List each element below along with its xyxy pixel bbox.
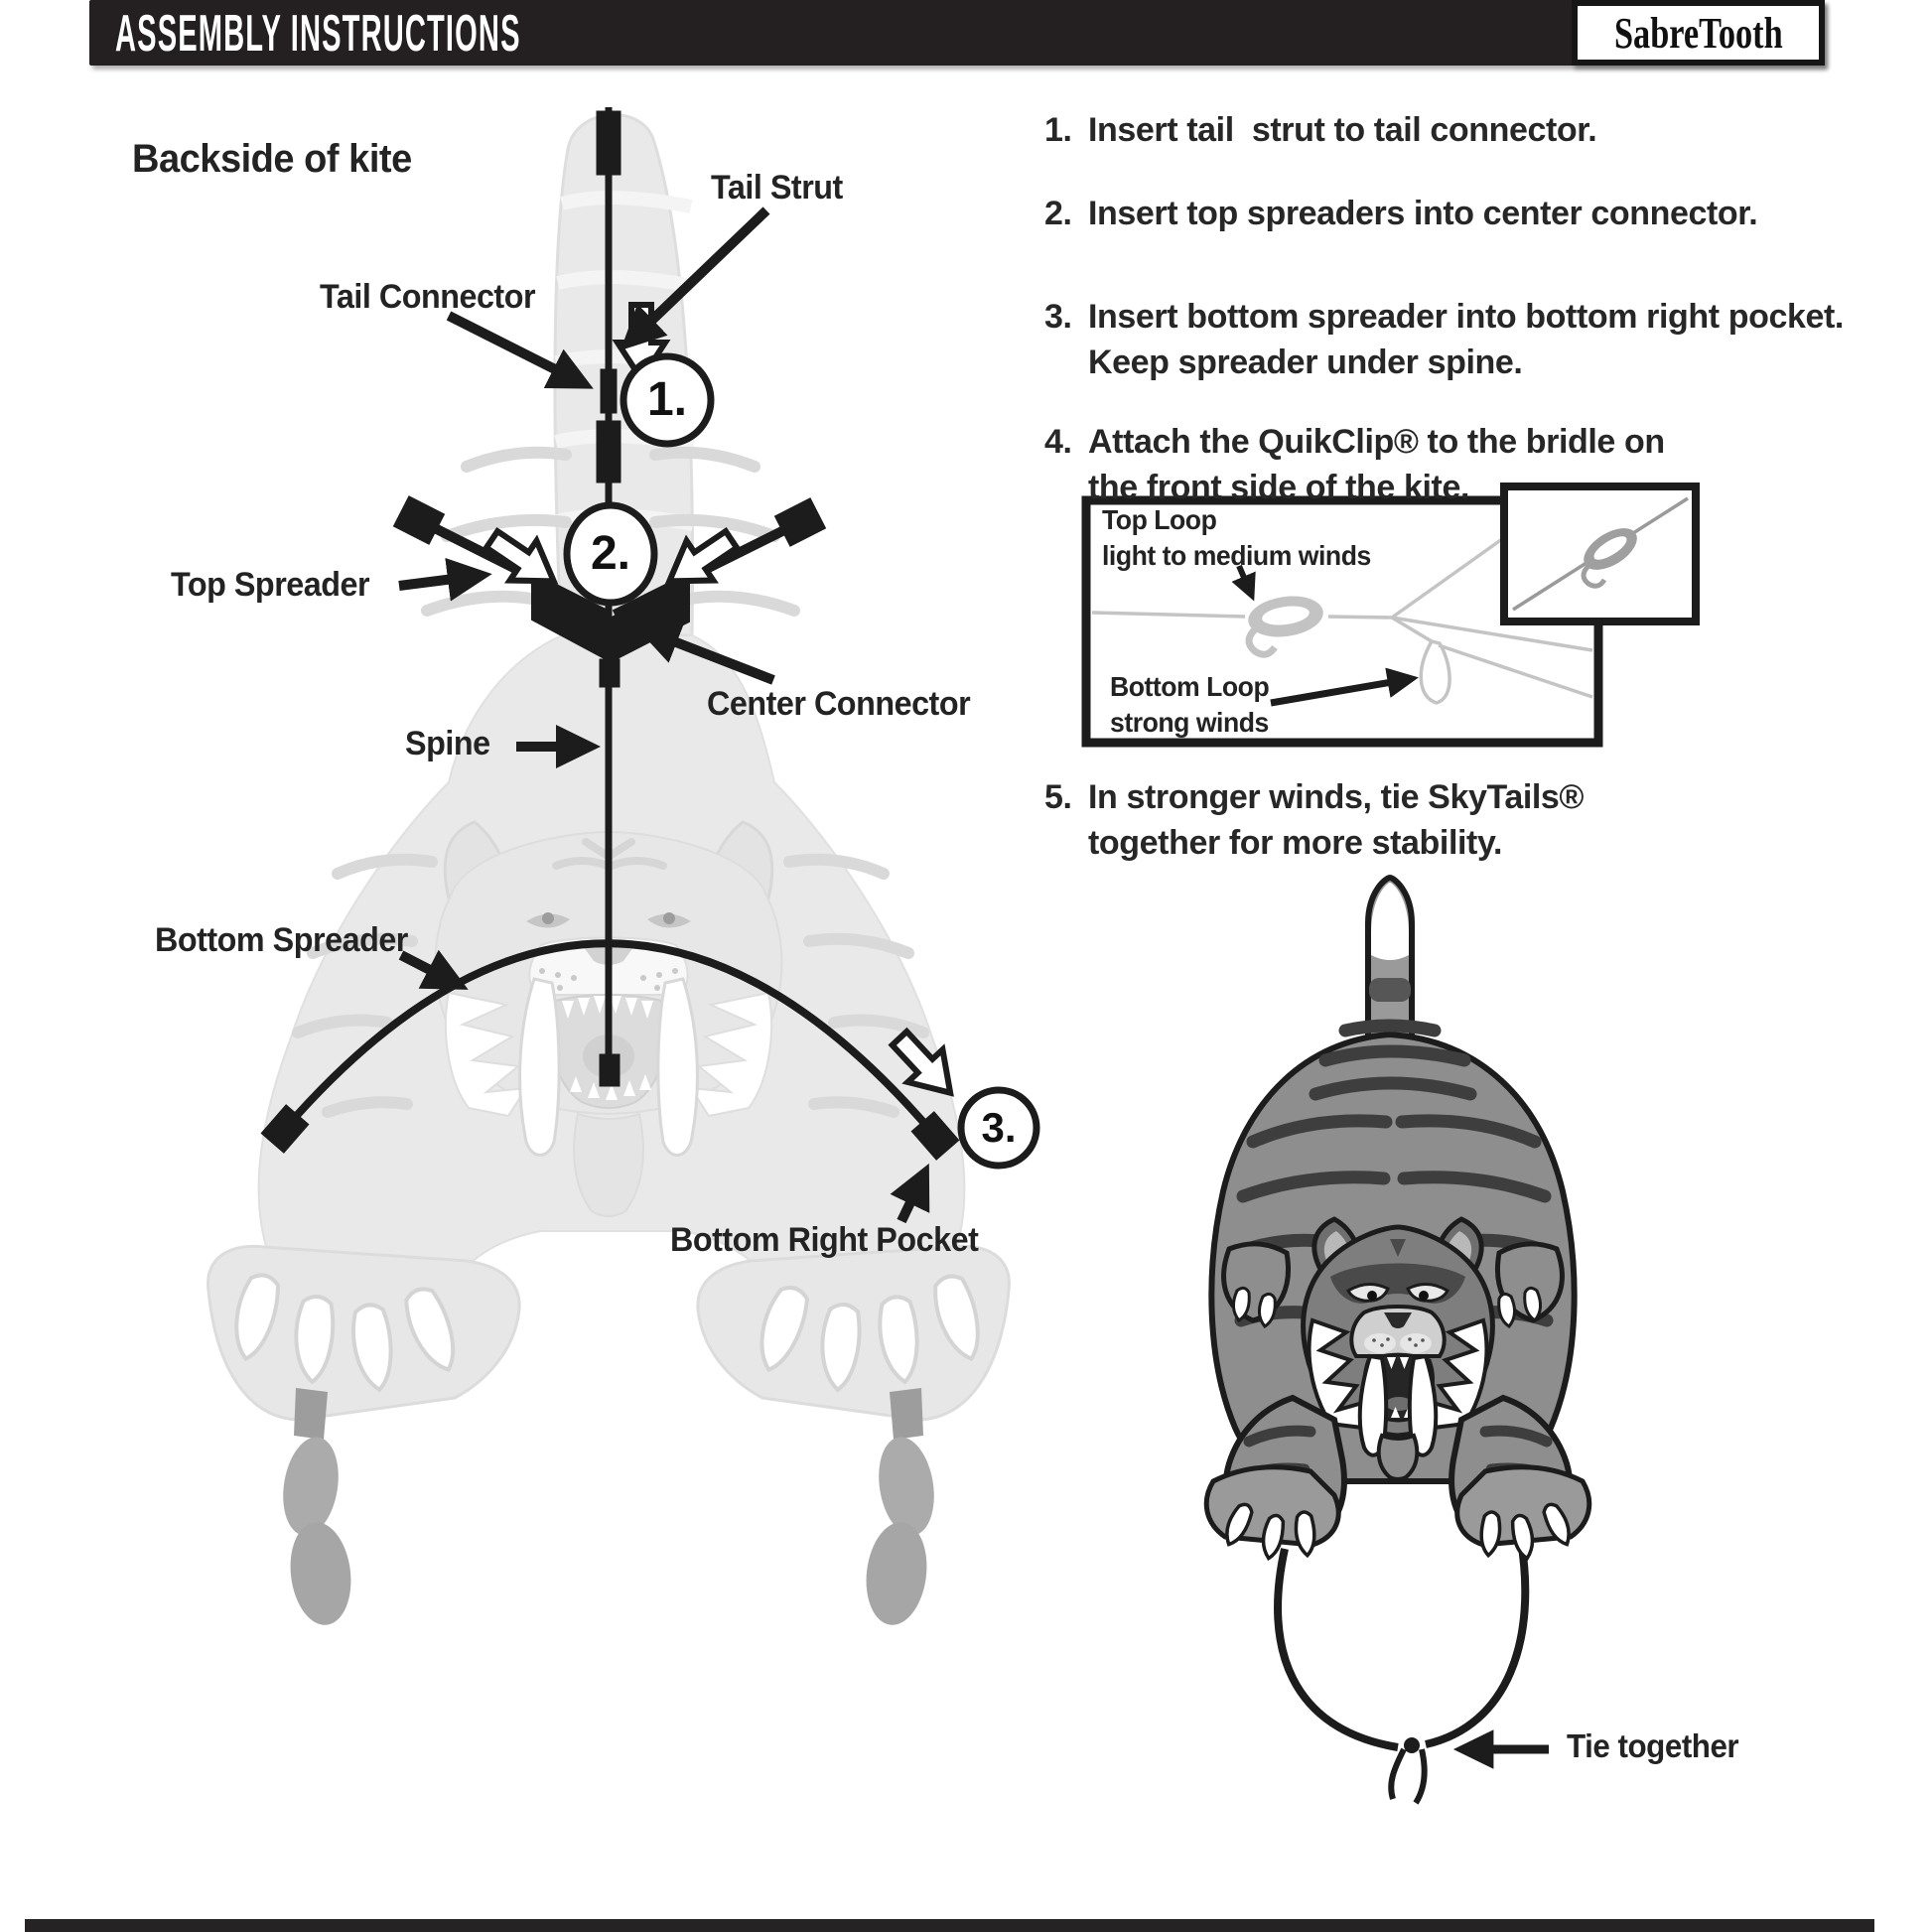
instruction-3-text-line2: Keep spreader under spine. (1088, 344, 1523, 381)
instruction-3-text-line1: Insert bottom spreader into bottom right pocket. (1088, 298, 1844, 336)
instruction-2-text: Insert top spreaders into center connector. (1088, 195, 1758, 232)
instruction-2-number: 2. (1044, 195, 1072, 232)
label-tail-strut: Tail Strut (711, 169, 843, 207)
instruction-5-number: 5. (1044, 778, 1072, 816)
label-top-loop (1102, 502, 1371, 574)
label-tie-together: Tie together (1567, 1727, 1739, 1764)
bottom-loop-title: Bottom Loop (1110, 671, 1270, 702)
label-spine: Spine (405, 725, 490, 762)
page-title: ASSEMBLY INSTRUCTIONS (115, 5, 521, 63)
instruction-5-text-line2: together for more stability. (1088, 824, 1503, 862)
label-center-connector: Center Connector (707, 685, 971, 723)
instruction-1-text: Insert tail strut to tail connector. (1088, 111, 1597, 149)
label-top-spreader: Top Spreader (171, 566, 370, 604)
instruction-4-text-line2: the front side of the kite. (1088, 469, 1470, 506)
tiger-figure (1206, 878, 1589, 1803)
skytails (277, 1388, 941, 1628)
instruction-1 (1044, 107, 1596, 153)
step-marker-1: 1. (646, 373, 688, 426)
instruction-3-number: 3. (1044, 298, 1072, 336)
label-bottom-spreader: Bottom Spreader (155, 921, 408, 959)
instruction-5-text-line1: In stronger winds, tie SkyTails® (1088, 778, 1585, 816)
instruction-4-number: 4. (1044, 423, 1072, 461)
instruction-4-text-line1: Attach the QuikClip® to the bridle on (1088, 423, 1665, 461)
label-bottom-loop (1110, 669, 1269, 741)
diagram-heading: Backside of kite (132, 137, 412, 181)
label-tail-connector: Tail Connector (320, 278, 536, 316)
step-marker-2: 2. (590, 527, 631, 580)
label-bottom-right-pocket: Bottom Right Pocket (670, 1221, 979, 1259)
instruction-2 (1044, 191, 1757, 236)
bottom-loop-subtitle: strong winds (1110, 707, 1269, 738)
skytail-loop (1278, 1541, 1525, 1803)
instruction-5 (1044, 774, 1584, 866)
brand-name: SabreTooth (1613, 8, 1783, 58)
top-loop-subtitle: light to medium winds (1102, 540, 1371, 571)
top-loop-title: Top Loop (1102, 504, 1217, 535)
brand-box (1572, 0, 1825, 66)
instruction-4 (1044, 419, 1665, 510)
step-marker-3: 3. (981, 1104, 1017, 1151)
instruction-3 (1044, 294, 1844, 385)
instruction-1-number: 1. (1044, 111, 1072, 149)
footer-bar (25, 1919, 1874, 1932)
